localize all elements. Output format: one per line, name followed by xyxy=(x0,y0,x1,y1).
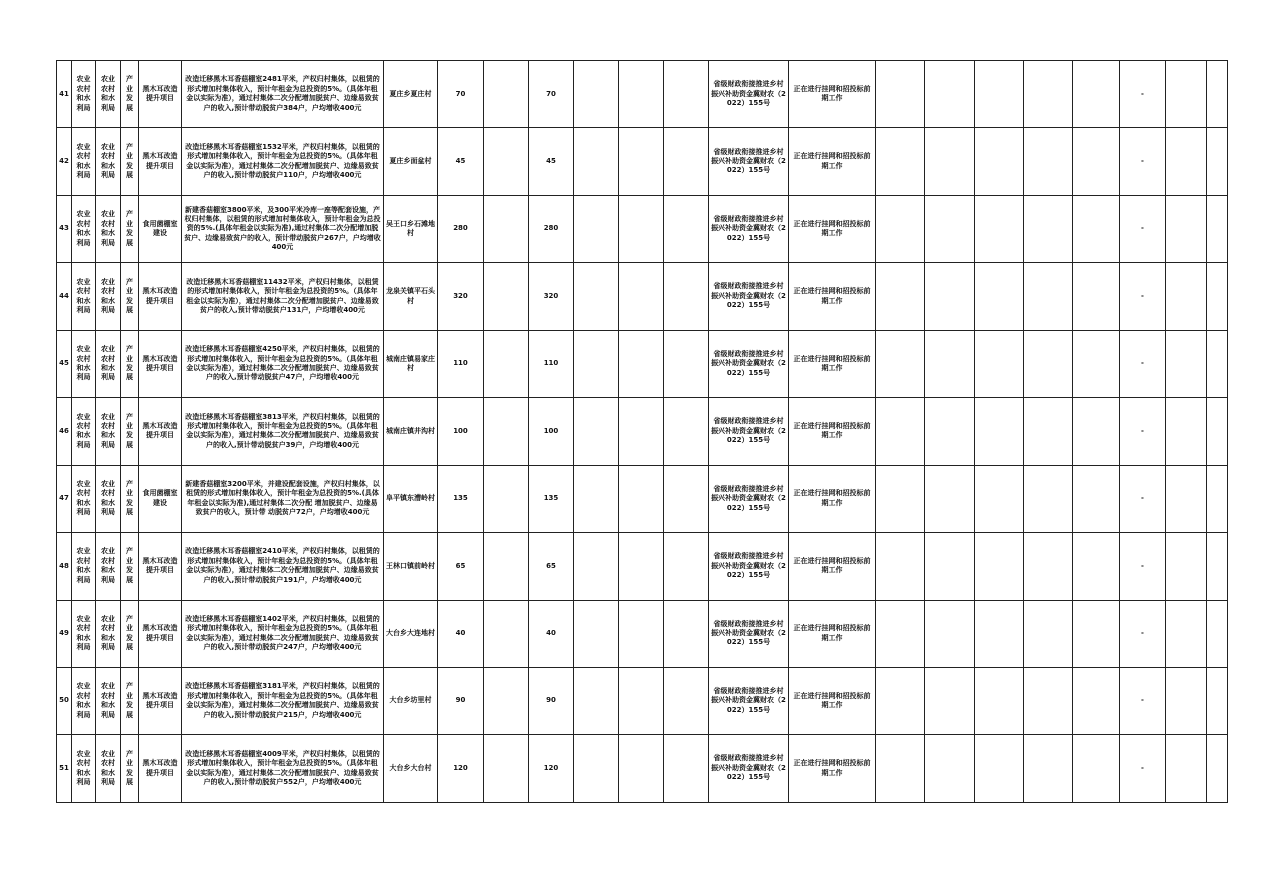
responsible-dept-cell: 农业农村和水利局 xyxy=(72,330,96,397)
empty-cell xyxy=(975,465,1024,532)
fund-amount-cell: 65 xyxy=(529,533,574,600)
fund-document-cell: 省级财政衔接推进乡村振兴补助资金冀财农（2022）155号 xyxy=(709,128,789,195)
project-name-cell: 黑木耳改造提升项目 xyxy=(139,667,182,734)
fund-document-cell: 省级财政衔接推进乡村振兴补助资金冀财农（2022）155号 xyxy=(709,667,789,734)
progress-status-cell: 正在进行挂网和招投标前期工作 xyxy=(789,195,876,262)
implementing-dept-cell: 农业农村和水利局 xyxy=(96,600,121,667)
project-description-cell: 新建香菇棚室3800平米，及300平米冷库一座等配套设施，产权归村集体，以租赁的形式增加村集体收入，预计年租金为总投资的5%.(具体年租金以实际为准),通过村集体二次分配增加脱贫户、边缘易致贫户的收入，预计带动脱贫户267户，户均增收400元 xyxy=(182,195,384,262)
implementing-dept-cell: 农业农村和水利局 xyxy=(96,465,121,532)
empty-cell xyxy=(925,330,975,397)
empty-cell xyxy=(975,735,1024,802)
project-description-cell: 改造迁移黑木耳香菇棚室1532平米，产权归村集体，以租赁的形式增加村集体收入，预计年租金为总投资的5%。（具体年租金以实际为准），通过村集体二次分配增加脱贫户、边缘易致贫户的收入,预计带动脱贫户110户，户均增收400元 xyxy=(182,128,384,195)
table-row xyxy=(57,128,1228,195)
responsible-dept-cell: 农业农村和水利局 xyxy=(72,600,96,667)
fund-document-cell: 省级财政衔接推进乡村振兴补助资金冀财农（2022）155号 xyxy=(709,533,789,600)
location-cell: 城南庄镇易家庄村 xyxy=(384,330,438,397)
empty-cell xyxy=(664,735,709,802)
empty-cell xyxy=(619,330,664,397)
empty-cell xyxy=(619,667,664,734)
progress-status-cell: 正在进行挂网和招投标前期工作 xyxy=(789,330,876,397)
empty-cell xyxy=(1166,533,1207,600)
empty-cell xyxy=(484,330,529,397)
remark-cell: - xyxy=(1120,533,1166,600)
empty-cell xyxy=(1073,330,1120,397)
implementing-dept-cell: 农业农村和水利局 xyxy=(96,263,121,330)
total-investment-cell: 40 xyxy=(438,600,484,667)
project-description-cell: 改造迁移黑木耳香菇棚室11432平米，产权归村集体，以租赁的形式增加村集体收入，预计年租金为总投资的5%。（具体年租金以实际为准），通过村集体二次分配增加脱贫户、边缘易致贫户的收入,预计带动脱贫户131户，户均增收400元 xyxy=(182,263,384,330)
empty-cell xyxy=(1024,533,1073,600)
progress-status-cell: 正在进行挂网和招投标前期工作 xyxy=(789,398,876,465)
remark-cell: - xyxy=(1120,61,1166,128)
empty-cell xyxy=(1207,465,1228,532)
empty-cell xyxy=(619,263,664,330)
location-cell: 大台乡大连地村 xyxy=(384,600,438,667)
row-number: 48 xyxy=(57,533,72,600)
empty-cell xyxy=(574,398,619,465)
row-number: 49 xyxy=(57,600,72,667)
empty-cell xyxy=(1073,600,1120,667)
fund-amount-cell: 280 xyxy=(529,195,574,262)
empty-cell xyxy=(975,667,1024,734)
empty-cell xyxy=(664,398,709,465)
empty-cell xyxy=(619,128,664,195)
empty-cell xyxy=(975,195,1024,262)
table-row xyxy=(57,398,1228,465)
empty-cell xyxy=(664,465,709,532)
empty-cell xyxy=(1073,195,1120,262)
empty-cell xyxy=(574,330,619,397)
empty-cell xyxy=(1073,465,1120,532)
total-investment-cell: 320 xyxy=(438,263,484,330)
responsible-dept-cell: 农业农村和水利局 xyxy=(72,465,96,532)
location-cell: 王林口镇前岭村 xyxy=(384,533,438,600)
empty-cell xyxy=(1073,533,1120,600)
table-row xyxy=(57,263,1228,330)
empty-cell xyxy=(1166,263,1207,330)
total-investment-cell: 135 xyxy=(438,465,484,532)
remark-cell: - xyxy=(1120,398,1166,465)
empty-cell xyxy=(876,128,925,195)
row-number: 47 xyxy=(57,465,72,532)
responsible-dept-cell: 农业农村和水利局 xyxy=(72,398,96,465)
empty-cell xyxy=(1166,128,1207,195)
empty-cell xyxy=(1024,263,1073,330)
fund-amount-cell: 110 xyxy=(529,330,574,397)
empty-cell xyxy=(1073,735,1120,802)
project-name-cell: 黑木耳改造提升项目 xyxy=(139,263,182,330)
implementing-dept-cell: 农业农村和水利局 xyxy=(96,533,121,600)
project-description-cell: 改造迁移黑木耳香菇棚室3813平米，产权归村集体，以租赁的形式增加村集体收入，预计年租金为总投资的5%。（具体年租金以实际为准），通过村集体二次分配增加脱贫户、边缘易致贫户的收入,预计带动脱贫户39户，户均增收400元 xyxy=(182,398,384,465)
table-row xyxy=(57,465,1228,532)
empty-cell xyxy=(619,735,664,802)
empty-cell xyxy=(484,600,529,667)
empty-cell xyxy=(975,330,1024,397)
category-cell: 产业发展 xyxy=(121,128,139,195)
empty-cell xyxy=(925,465,975,532)
category-cell: 产业发展 xyxy=(121,465,139,532)
implementing-dept-cell: 农业农村和水利局 xyxy=(96,128,121,195)
empty-cell xyxy=(1024,465,1073,532)
location-cell: 城南庄镇井沟村 xyxy=(384,398,438,465)
implementing-dept-cell: 农业农村和水利局 xyxy=(96,195,121,262)
fund-document-cell: 省级财政衔接推进乡村振兴补助资金冀财农（2022）155号 xyxy=(709,398,789,465)
spreadsheet-page xyxy=(56,60,1228,803)
empty-cell xyxy=(925,263,975,330)
empty-cell xyxy=(1207,61,1228,128)
empty-cell xyxy=(664,667,709,734)
empty-cell xyxy=(574,600,619,667)
table-row xyxy=(57,735,1228,802)
progress-status-cell: 正在进行挂网和招投标前期工作 xyxy=(789,667,876,734)
empty-cell xyxy=(1207,263,1228,330)
empty-cell xyxy=(619,398,664,465)
empty-cell xyxy=(1073,263,1120,330)
empty-cell xyxy=(619,465,664,532)
table-row xyxy=(57,61,1228,128)
empty-cell xyxy=(876,61,925,128)
category-cell: 产业发展 xyxy=(121,195,139,262)
empty-cell xyxy=(484,735,529,802)
empty-cell xyxy=(1166,195,1207,262)
fund-amount-cell: 90 xyxy=(529,667,574,734)
fund-document-cell: 省级财政衔接推进乡村振兴补助资金冀财农（2022）155号 xyxy=(709,61,789,128)
fund-amount-cell: 45 xyxy=(529,128,574,195)
remark-cell: - xyxy=(1120,735,1166,802)
empty-cell xyxy=(664,533,709,600)
fund-amount-cell: 320 xyxy=(529,263,574,330)
empty-cell xyxy=(664,128,709,195)
fund-document-cell: 省级财政衔接推进乡村振兴补助资金冀财农（2022）155号 xyxy=(709,600,789,667)
location-cell: 夏庄乡面盆村 xyxy=(384,128,438,195)
empty-cell xyxy=(664,61,709,128)
row-number: 50 xyxy=(57,667,72,734)
empty-cell xyxy=(925,533,975,600)
fund-document-cell: 省级财政衔接推进乡村振兴补助资金冀财农（2022）155号 xyxy=(709,465,789,532)
empty-cell xyxy=(1166,330,1207,397)
empty-cell xyxy=(1166,600,1207,667)
fund-document-cell: 省级财政衔接推进乡村振兴补助资金冀财农（2022）155号 xyxy=(709,195,789,262)
empty-cell xyxy=(925,128,975,195)
responsible-dept-cell: 农业农村和水利局 xyxy=(72,263,96,330)
table-row xyxy=(57,667,1228,734)
project-name-cell: 食用菌棚室建设 xyxy=(139,465,182,532)
empty-cell xyxy=(1024,398,1073,465)
total-investment-cell: 280 xyxy=(438,195,484,262)
row-number: 51 xyxy=(57,735,72,802)
empty-cell xyxy=(1166,735,1207,802)
category-cell: 产业发展 xyxy=(121,600,139,667)
empty-cell xyxy=(876,465,925,532)
empty-cell xyxy=(574,195,619,262)
empty-cell xyxy=(925,398,975,465)
empty-cell xyxy=(1024,128,1073,195)
empty-cell xyxy=(925,61,975,128)
empty-cell xyxy=(1207,330,1228,397)
project-name-cell: 黑木耳改造提升项目 xyxy=(139,398,182,465)
empty-cell xyxy=(925,667,975,734)
location-cell: 龙泉关镇平石头村 xyxy=(384,263,438,330)
empty-cell xyxy=(925,600,975,667)
table-row xyxy=(57,600,1228,667)
empty-cell xyxy=(574,128,619,195)
total-investment-cell: 110 xyxy=(438,330,484,397)
location-cell: 大台乡坊里村 xyxy=(384,667,438,734)
empty-cell xyxy=(1024,735,1073,802)
empty-cell xyxy=(1166,465,1207,532)
project-description-cell: 改造迁移黑木耳香菇棚室1402平米，产权归村集体，以租赁的形式增加村集体收入，预计年租金为总投资的5%。（具体年租金以实际为准），通过村集体二次分配增加脱贫户、边缘易致贫户的收入,预计带动脱贫户247户，户均增收400元 xyxy=(182,600,384,667)
empty-cell xyxy=(1207,195,1228,262)
responsible-dept-cell: 农业农村和水利局 xyxy=(72,61,96,128)
empty-cell xyxy=(1207,600,1228,667)
total-investment-cell: 70 xyxy=(438,61,484,128)
remark-cell: - xyxy=(1120,465,1166,532)
project-table xyxy=(56,60,1228,803)
empty-cell xyxy=(1073,61,1120,128)
row-number: 42 xyxy=(57,128,72,195)
empty-cell xyxy=(619,195,664,262)
table-row xyxy=(57,330,1228,397)
table-body xyxy=(57,61,1228,803)
empty-cell xyxy=(1073,398,1120,465)
empty-cell xyxy=(975,600,1024,667)
remark-cell: - xyxy=(1120,330,1166,397)
fund-amount-cell: 135 xyxy=(529,465,574,532)
project-description-cell: 改造迁移黑木耳香菇棚室2410平米，产权归村集体，以租赁的形式增加村集体收入，预计年租金为总投资的5%。（具体年租金以实际为准），通过村集体二次分配增加脱贫户、边缘易致贫户的收入,预计带动脱贫户191户，户均增收400元 xyxy=(182,533,384,600)
responsible-dept-cell: 农业农村和水利局 xyxy=(72,533,96,600)
project-name-cell: 黑木耳改造提升项目 xyxy=(139,61,182,128)
project-description-cell: 新建香菇棚室3200平米，并建设配套设施，产权归村集体，以租赁的形式增加村集体收入，预计年租金为总投资的5%.(具体年租金以实际为准),通过村集体二次分配 增加脱贫户、边缘易致贫户的收入，预计带 动脱贫户72户，户均增收400元 xyxy=(182,465,384,532)
fund-amount-cell: 100 xyxy=(529,398,574,465)
empty-cell xyxy=(975,61,1024,128)
empty-cell xyxy=(1207,533,1228,600)
progress-status-cell: 正在进行挂网和招投标前期工作 xyxy=(789,263,876,330)
empty-cell xyxy=(574,61,619,128)
fund-document-cell: 省级财政衔接推进乡村振兴补助资金冀财农（2022）155号 xyxy=(709,263,789,330)
empty-cell xyxy=(484,263,529,330)
empty-cell xyxy=(619,533,664,600)
empty-cell xyxy=(664,195,709,262)
empty-cell xyxy=(876,398,925,465)
project-name-cell: 黑木耳改造提升项目 xyxy=(139,600,182,667)
remark-cell: - xyxy=(1120,128,1166,195)
empty-cell xyxy=(876,195,925,262)
empty-cell xyxy=(876,600,925,667)
implementing-dept-cell: 农业农村和水利局 xyxy=(96,330,121,397)
category-cell: 产业发展 xyxy=(121,330,139,397)
empty-cell xyxy=(925,195,975,262)
category-cell: 产业发展 xyxy=(121,533,139,600)
empty-cell xyxy=(574,263,619,330)
empty-cell xyxy=(1166,667,1207,734)
empty-cell xyxy=(484,533,529,600)
empty-cell xyxy=(975,533,1024,600)
empty-cell xyxy=(484,61,529,128)
progress-status-cell: 正在进行挂网和招投标前期工作 xyxy=(789,533,876,600)
empty-cell xyxy=(975,263,1024,330)
total-investment-cell: 100 xyxy=(438,398,484,465)
responsible-dept-cell: 农业农村和水利局 xyxy=(72,128,96,195)
row-number: 43 xyxy=(57,195,72,262)
fund-amount-cell: 40 xyxy=(529,600,574,667)
progress-status-cell: 正在进行挂网和招投标前期工作 xyxy=(789,600,876,667)
total-investment-cell: 90 xyxy=(438,667,484,734)
fund-amount-cell: 120 xyxy=(529,735,574,802)
empty-cell xyxy=(1073,128,1120,195)
empty-cell xyxy=(619,61,664,128)
empty-cell xyxy=(664,263,709,330)
row-number: 46 xyxy=(57,398,72,465)
responsible-dept-cell: 农业农村和水利局 xyxy=(72,195,96,262)
empty-cell xyxy=(1207,667,1228,734)
progress-status-cell: 正在进行挂网和招投标前期工作 xyxy=(789,128,876,195)
total-investment-cell: 65 xyxy=(438,533,484,600)
empty-cell xyxy=(1024,61,1073,128)
row-number: 41 xyxy=(57,61,72,128)
project-name-cell: 黑木耳改造提升项目 xyxy=(139,533,182,600)
category-cell: 产业发展 xyxy=(121,263,139,330)
implementing-dept-cell: 农业农村和水利局 xyxy=(96,667,121,734)
fund-amount-cell: 70 xyxy=(529,61,574,128)
row-number: 44 xyxy=(57,263,72,330)
total-investment-cell: 45 xyxy=(438,128,484,195)
remark-cell: - xyxy=(1120,600,1166,667)
empty-cell xyxy=(1024,330,1073,397)
category-cell: 产业发展 xyxy=(121,398,139,465)
empty-cell xyxy=(619,600,664,667)
empty-cell xyxy=(574,465,619,532)
empty-cell xyxy=(876,533,925,600)
empty-cell xyxy=(876,667,925,734)
empty-cell xyxy=(664,330,709,397)
project-name-cell: 黑木耳改造提升项目 xyxy=(139,330,182,397)
remark-cell: - xyxy=(1120,195,1166,262)
table-row xyxy=(57,533,1228,600)
empty-cell xyxy=(925,735,975,802)
empty-cell xyxy=(876,735,925,802)
empty-cell xyxy=(876,330,925,397)
project-name-cell: 食用菌棚室建设 xyxy=(139,195,182,262)
total-investment-cell: 120 xyxy=(438,735,484,802)
empty-cell xyxy=(484,667,529,734)
remark-cell: - xyxy=(1120,667,1166,734)
empty-cell xyxy=(484,195,529,262)
empty-cell xyxy=(1207,398,1228,465)
empty-cell xyxy=(975,398,1024,465)
empty-cell xyxy=(574,533,619,600)
progress-status-cell: 正在进行挂网和招投标前期工作 xyxy=(789,735,876,802)
empty-cell xyxy=(574,735,619,802)
project-name-cell: 黑木耳改造提升项目 xyxy=(139,128,182,195)
empty-cell xyxy=(1166,398,1207,465)
row-number: 45 xyxy=(57,330,72,397)
empty-cell xyxy=(1024,667,1073,734)
empty-cell xyxy=(1207,735,1228,802)
project-description-cell: 改造迁移黑木耳香菇棚室2481平米，产权归村集体，以租赁的形式增加村集体收入，预计年租金为总投资的5%。（具体年租金以实际为准），通过村集体二次分配增加脱贫户、边缘易致贫户的收入,预计带动脱贫户384户，户均增收400元 xyxy=(182,61,384,128)
location-cell: 阜平镇东漕岭村 xyxy=(384,465,438,532)
implementing-dept-cell: 农业农村和水利局 xyxy=(96,61,121,128)
progress-status-cell: 正在进行挂网和招投标前期工作 xyxy=(789,61,876,128)
empty-cell xyxy=(1073,667,1120,734)
implementing-dept-cell: 农业农村和水利局 xyxy=(96,735,121,802)
progress-status-cell: 正在进行挂网和招投标前期工作 xyxy=(789,465,876,532)
responsible-dept-cell: 农业农村和水利局 xyxy=(72,667,96,734)
empty-cell xyxy=(484,128,529,195)
location-cell: 吴王口乡石滩地村 xyxy=(384,195,438,262)
project-description-cell: 改造迁移黑木耳香菇棚室4009平米，产权归村集体，以租赁的形式增加村集体收入，预计年租金为总投资的5%。（具体年租金以实际为准），通过村集体二次分配增加脱贫户、边缘易致贫户的收入,预计带动脱贫户552户，户均增收400元 xyxy=(182,735,384,802)
category-cell: 产业发展 xyxy=(121,61,139,128)
project-description-cell: 改造迁移黑木耳香菇棚室3181平米，产权归村集体，以租赁的形式增加村集体收入，预计年租金为总投资的5%。（具体年租金以实际为准），通过村集体二次分配增加脱贫户、边缘易致贫户的收入,预计带动脱贫户215户，户均增收400元 xyxy=(182,667,384,734)
empty-cell xyxy=(484,465,529,532)
category-cell: 产业发展 xyxy=(121,735,139,802)
fund-document-cell: 省级财政衔接推进乡村振兴补助资金冀财农（2022）155号 xyxy=(709,330,789,397)
location-cell: 大台乡大台村 xyxy=(384,735,438,802)
empty-cell xyxy=(1207,128,1228,195)
empty-cell xyxy=(876,263,925,330)
empty-cell xyxy=(1024,600,1073,667)
empty-cell xyxy=(1166,61,1207,128)
empty-cell xyxy=(574,667,619,734)
responsible-dept-cell: 农业农村和水利局 xyxy=(72,735,96,802)
table-row xyxy=(57,195,1228,262)
location-cell: 夏庄乡夏庄村 xyxy=(384,61,438,128)
project-description-cell: 改造迁移黑木耳香菇棚室4250平米，产权归村集体，以租赁的形式增加村集体收入，预计年租金为总投资的5%。（具体年租金以实际为准），通过村集体二次分配增加脱贫户、边缘易致贫户的收入,预计带动脱贫户47户，户均增收400元 xyxy=(182,330,384,397)
empty-cell xyxy=(1024,195,1073,262)
implementing-dept-cell: 农业农村和水利局 xyxy=(96,398,121,465)
remark-cell: - xyxy=(1120,263,1166,330)
empty-cell xyxy=(975,128,1024,195)
project-name-cell: 黑木耳改造提升项目 xyxy=(139,735,182,802)
fund-document-cell: 省级财政衔接推进乡村振兴补助资金冀财农（2022）155号 xyxy=(709,735,789,802)
category-cell: 产业发展 xyxy=(121,667,139,734)
empty-cell xyxy=(484,398,529,465)
empty-cell xyxy=(664,600,709,667)
